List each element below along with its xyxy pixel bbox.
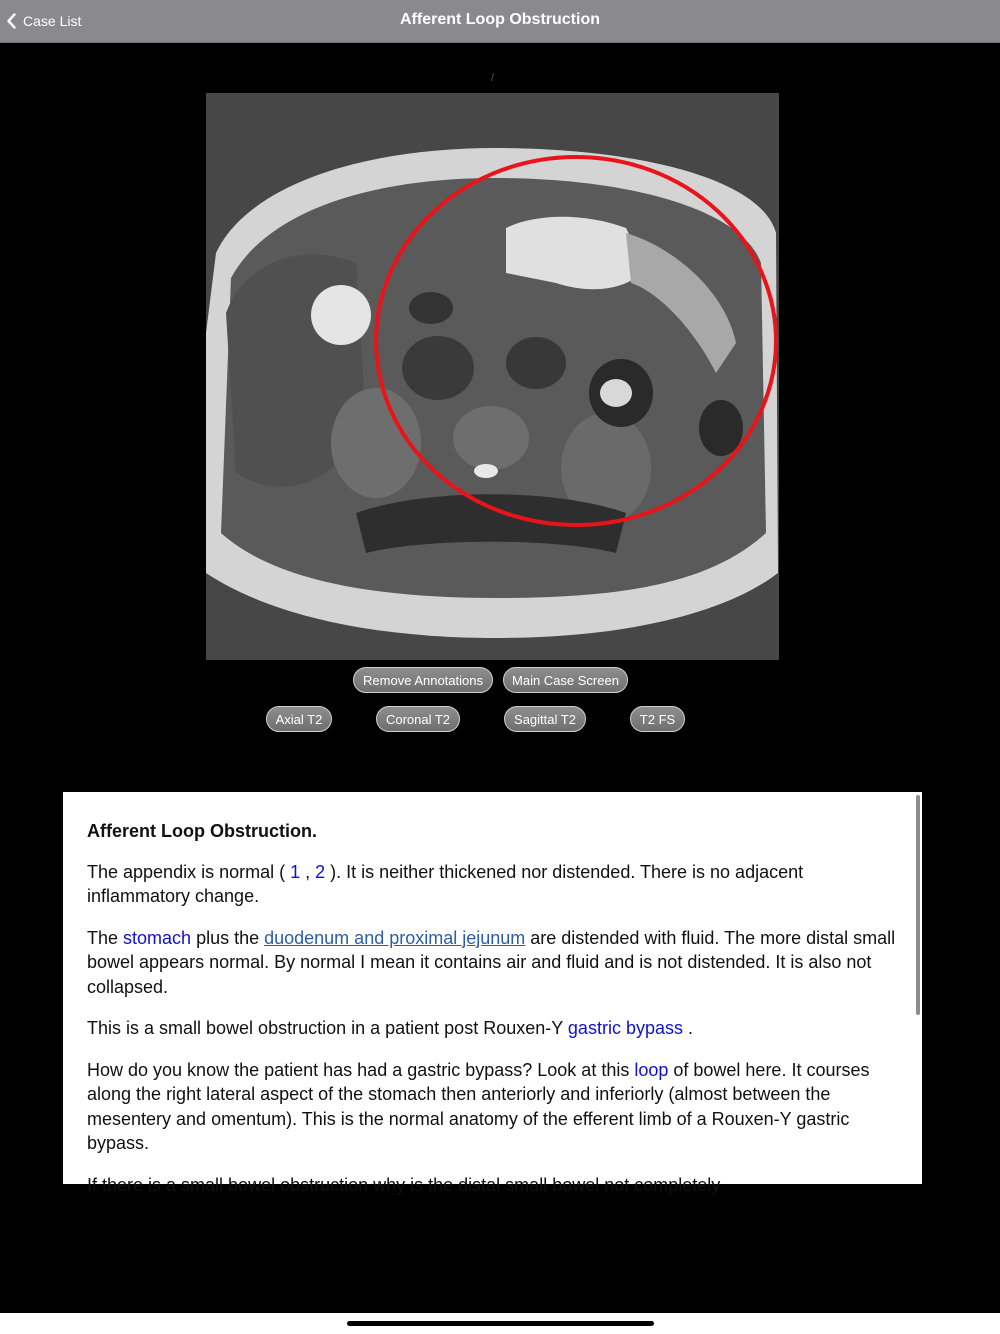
scrollbar[interactable] bbox=[916, 795, 920, 1015]
text-run: ). It is neither thickened nor distended. There is no adjacent inflammatory change. bbox=[87, 861, 804, 906]
paragraph-appendix bbox=[87, 860, 902, 909]
home-indicator[interactable] bbox=[347, 1321, 654, 1326]
main-case-screen-button[interactable]: Main Case Screen bbox=[503, 667, 628, 693]
text-run: How do you know the patient has had a gastric bypass? Look at this bbox=[87, 1059, 635, 1080]
nav-bar bbox=[0, 0, 1000, 43]
paragraph-anatomy bbox=[87, 1058, 902, 1156]
paragraph-distension bbox=[87, 926, 902, 1000]
link-image-2[interactable]: 2 bbox=[315, 861, 326, 882]
coronal-t2-button[interactable]: Coronal T2 bbox=[376, 706, 460, 732]
case-description-panel[interactable] bbox=[63, 792, 922, 1195]
link-image-1[interactable]: 1 bbox=[290, 861, 301, 882]
page-title: Afferent Loop Obstruction bbox=[400, 11, 600, 28]
link-stomach[interactable]: stomach bbox=[123, 927, 192, 948]
text-run: This is a small bowel obstruction in a patient post Rouxen-Y bbox=[87, 1018, 568, 1038]
paragraph-obstruction bbox=[87, 1016, 902, 1041]
case-description bbox=[87, 819, 902, 1214]
mri-image[interactable] bbox=[206, 93, 779, 660]
paragraph-cutoff: If there is a small bowel obstruction why is the distal small bowel not completely bbox=[87, 1174, 721, 1195]
back-button-label: Case List bbox=[23, 13, 82, 29]
sagittal-t2-button[interactable]: Sagittal T2 bbox=[504, 706, 586, 732]
image-tick-mark: / bbox=[491, 72, 495, 84]
t2-fs-button[interactable]: T2 FS bbox=[630, 706, 685, 732]
link-gastric-bypass[interactable]: gastric bypass bbox=[567, 1018, 683, 1038]
axial-t2-button[interactable]: Axial T2 bbox=[266, 706, 332, 732]
text-run: . bbox=[682, 1018, 693, 1038]
link-duodenum-jejunum[interactable]: duodenum and proximal jejunum bbox=[264, 927, 526, 948]
remove-annotations-button[interactable]: Remove Annotations bbox=[353, 667, 493, 693]
text-run: , bbox=[300, 861, 316, 882]
text-run: of bowel here. It courses along the right lateral aspect of the stomach then anteriorly and inferiorly (almost between the mesentery and omentum). This is the normal anatomy of the efferent limb of a Rouxen-Y gastric bypass. bbox=[87, 1059, 870, 1153]
article-heading: Afferent Loop Obstruction. bbox=[87, 821, 317, 841]
text-run: The appendix is normal ( bbox=[87, 861, 291, 882]
text-run: are distended with fluid. The more distal small bowel appears normal. By normal I mean it contains air and fluid and is not distended. It is also not collapsed. bbox=[87, 927, 896, 997]
text-run: The bbox=[87, 927, 124, 948]
text-run: plus the bbox=[191, 927, 265, 948]
link-loop[interactable]: loop bbox=[634, 1059, 669, 1080]
